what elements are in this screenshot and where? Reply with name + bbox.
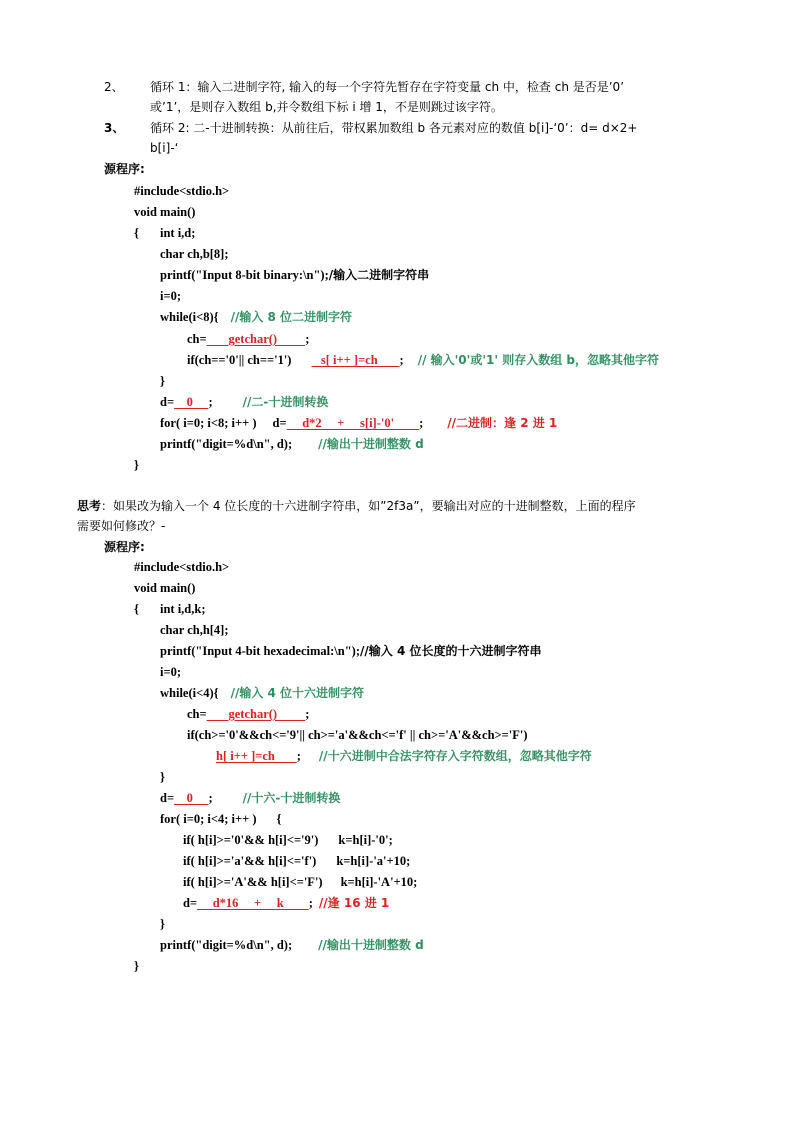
code2-printf bbox=[160, 643, 541, 660]
code1-open-brace: { bbox=[134, 226, 139, 240]
code1-close-while: } bbox=[160, 374, 165, 388]
code1-while-comment: //输入 8 位二进制字符 bbox=[230, 310, 353, 324]
code2-d2-blank: d*16 + k bbox=[197, 896, 309, 910]
code2-d2-post: ; bbox=[308, 896, 313, 910]
item2-line1: 循环 1：输入二进制字符, 输入的每一个字符先暂存在字符变量 ch 中，检查 ch 是否是’0’ bbox=[150, 80, 625, 94]
code1-for-comment: //二进制：逢 2 进 1 bbox=[447, 416, 558, 430]
think-line1 bbox=[77, 498, 636, 515]
code2-main: void main() bbox=[134, 581, 196, 595]
code1-ch-blank: getchar() bbox=[206, 332, 306, 346]
code2-while-comment: //输入 4 位十六进制字符 bbox=[230, 686, 365, 700]
code2-d2-pre: d= bbox=[183, 896, 198, 910]
code1-if-code: if(ch=='0'|| ch=='1') bbox=[187, 353, 292, 367]
code1-print-code: printf("digit=%d\n", d); bbox=[160, 437, 293, 451]
code2-i0: i=0; bbox=[160, 665, 182, 679]
code1-while-code: while(i<8){ bbox=[160, 310, 219, 324]
code2-close-while: } bbox=[160, 770, 165, 784]
code2-while bbox=[160, 685, 364, 702]
code1-ch-pre: ch= bbox=[187, 332, 207, 346]
item3-line2: b[i]-‘ bbox=[150, 141, 179, 155]
think-label: 思考 bbox=[77, 499, 102, 513]
code1-include: #include<stdio.h> bbox=[134, 184, 230, 198]
code1-d-post: ; bbox=[208, 395, 213, 409]
code2-for-code: for( i=0; i<4; i++ ) bbox=[160, 812, 257, 826]
code1-while bbox=[160, 309, 352, 326]
code2-ch-pre: ch= bbox=[187, 707, 207, 721]
code1-print-comment: //输出十进制整数 d bbox=[318, 437, 424, 451]
code2-d-pre: d= bbox=[160, 791, 175, 805]
code2-store bbox=[216, 748, 592, 765]
code2-store-comment: //十六进制中合法字符存入字符数组，忽略其他字符 bbox=[318, 749, 592, 763]
code2-d-init bbox=[160, 790, 340, 807]
code2-if1-cond: if( h[i]>='0'&& h[i]<='9') bbox=[183, 833, 319, 847]
code1-for-post: ; bbox=[419, 416, 424, 430]
code2-if: if(ch>='0'&&ch<='9'|| ch>='a'&&ch<='f' || ch>='A'&&ch>='F') bbox=[187, 728, 528, 742]
code1-if-blank: s[ i++ ]=ch bbox=[311, 353, 400, 367]
code2-include: #include<stdio.h> bbox=[134, 560, 230, 574]
code1-for-d: d= bbox=[272, 416, 287, 430]
source-heading-1: 源程序: bbox=[104, 162, 145, 176]
code1-d-blank: 0 bbox=[174, 395, 209, 409]
code2-if2-cond: if( h[i]>='a'&& h[i]<='f') bbox=[183, 854, 317, 868]
code1-for-code: for( i=0; i<8; i++ ) bbox=[160, 416, 257, 430]
item2-number: 2、 bbox=[104, 80, 124, 94]
code2-close: } bbox=[134, 959, 139, 973]
code1-close: } bbox=[134, 458, 139, 472]
code1-decl2: char ch,b[8]; bbox=[160, 247, 229, 261]
code2-if1 bbox=[183, 832, 393, 849]
code2-open-brace: { bbox=[134, 602, 139, 616]
code2-if2 bbox=[183, 853, 410, 870]
code2-store-blank: h[ i++ ]=ch bbox=[216, 749, 297, 763]
code1-for-blank: d*2 + s[i]-'0' bbox=[286, 416, 420, 430]
think-text1: ：如果改为输入一个 4 位长度的十六进制字符串，如”2f3a”，要输出对应的十进制整数，上面的程序 bbox=[101, 499, 636, 513]
code2-decl2: char ch,h[4]; bbox=[160, 623, 229, 637]
code1-decl1: int i,d; bbox=[160, 226, 196, 240]
code1-d-comment: //二-十进制转换 bbox=[242, 395, 329, 409]
code1-for bbox=[160, 415, 557, 432]
code1-if bbox=[187, 352, 659, 369]
code2-d-accum bbox=[183, 895, 389, 912]
code2-if3-cond: if( h[i]>='A'&& h[i]<='F') bbox=[183, 875, 323, 889]
code2-ch-post: ; bbox=[305, 707, 310, 721]
code2-for-close: } bbox=[160, 917, 165, 931]
code2-if3-k: k=h[i]-'A'+10; bbox=[340, 875, 418, 889]
code1-printf-code: printf("Input 8-bit binary:\n"); bbox=[160, 268, 329, 282]
code1-ch-post: ; bbox=[305, 332, 310, 346]
code2-print-comment: //输出十进制整数 d bbox=[318, 938, 424, 952]
code1-if-post: ; bbox=[399, 353, 404, 367]
code2-for-brace: { bbox=[276, 812, 282, 826]
code2-d2-comment: //逢 16 进 1 bbox=[318, 896, 390, 910]
code2-printf-code: printf("Input 4-bit hexadecimal:\n"); bbox=[160, 644, 360, 658]
code2-ch-blank: getchar() bbox=[206, 707, 306, 721]
code1-if-comment: // 输入'0'或'1' 则存入数组 b，忽略其他字符 bbox=[417, 353, 659, 367]
code2-store-post: ; bbox=[296, 749, 301, 763]
code2-print-code: printf("digit=%d\n", d); bbox=[160, 938, 293, 952]
code2-print bbox=[160, 937, 424, 954]
code2-d-post: ; bbox=[208, 791, 213, 805]
code2-printf-comment: //输入 4 位长度的十六进制字符串 bbox=[360, 644, 542, 658]
code2-if1-k: k=h[i]-'0'; bbox=[338, 833, 393, 847]
item3-number: 3、 bbox=[104, 121, 125, 135]
code1-printf bbox=[160, 267, 429, 284]
item3-line1: 循环 2: 二-十进制转换：从前往后，带权累加数组 b 各元素对应的数值 b[i]-‘0’：d= d×2+ bbox=[150, 121, 638, 135]
code2-d-comment: //十六-十进制转换 bbox=[242, 791, 341, 805]
code2-decl1: int i,d,k; bbox=[160, 602, 206, 616]
think-line2: 需要如何修改？- bbox=[77, 519, 166, 533]
code2-d-blank: 0 bbox=[174, 791, 209, 805]
code1-main: void main() bbox=[134, 205, 196, 219]
source-heading-2: 源程序: bbox=[104, 540, 145, 554]
code2-getchar bbox=[187, 706, 309, 723]
code1-i0: i=0; bbox=[160, 289, 182, 303]
code1-getchar bbox=[187, 331, 309, 348]
code1-d-pre: d= bbox=[160, 395, 175, 409]
code2-while-code: while(i<4){ bbox=[160, 686, 219, 700]
code2-if3 bbox=[183, 874, 417, 891]
code1-print bbox=[160, 436, 424, 453]
code2-for bbox=[160, 811, 281, 828]
code1-d-init bbox=[160, 394, 328, 411]
code2-if2-k: k=h[i]-'a'+10; bbox=[336, 854, 411, 868]
code1-printf-comment: /输入二进制字符串 bbox=[328, 268, 430, 282]
item2-line2: 或’1’，是则存入数组 b,并令数组下标 i 增 1，不是则跳过该字符。 bbox=[150, 100, 503, 114]
